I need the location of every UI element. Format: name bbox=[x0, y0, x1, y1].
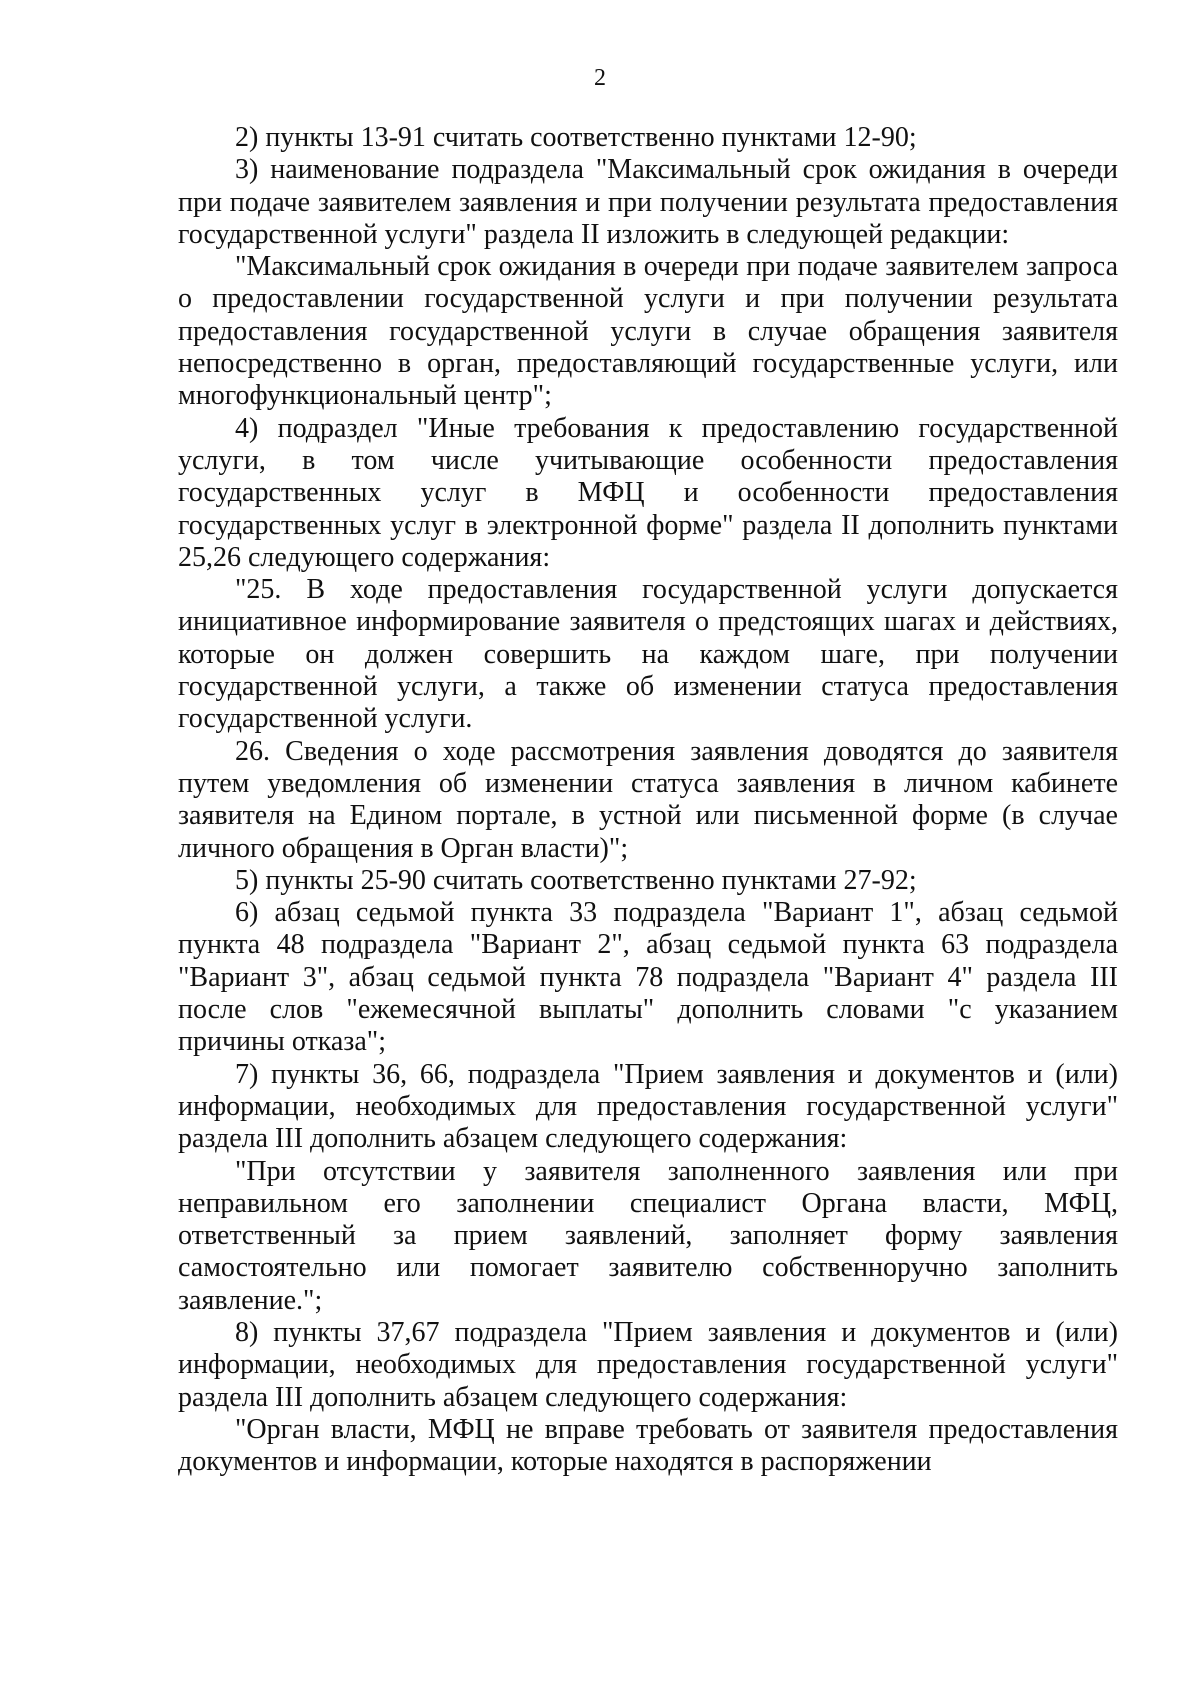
paragraph-item-7: 7) пункты 36, 66, подраздела "Прием заявления и документов и (или) информации, необходимых для предоставления государственной услуги" раздела III дополнить абзацем следующего содержания: bbox=[178, 1058, 1118, 1155]
quoted-paragraph-item-8: "Орган власти, МФЦ не вправе требовать от заявителя предоставления документов и информации, которые находятся в распоряжении bbox=[178, 1413, 1118, 1478]
page-number: 2 bbox=[594, 65, 606, 91]
paragraph-item-3: 3) наименование подраздела "Максимальный срок ожидания в очереди при подаче заявителем заявления и при получении результата предоставления государственной услуги" раздела II изложить в следующей редакции: bbox=[178, 154, 1118, 250]
paragraph-item-6: 6) абзац седьмой пункта 33 подраздела "Вариант 1", абзац седьмой пункта 48 подраздела "Вариант 2", абзац седьмой пункта 63 подраздела "Вариант 3", абзац седьмой пункта 78 подраздела "Вариант 4" раздела III после слов "ежемесячной выплаты" дополнить словами "с указанием причины отказа"; bbox=[178, 897, 1118, 1058]
quoted-subsection-title: "Максимальный срок ожидания в очереди при подаче заявителем запроса о предоставлении государственной услуги и при получении результата предоставления государственной услуги в случае обращения заявителя непосредственно в орган, предоставляющий государственные услуги, или многофункциональный центр"; bbox=[178, 251, 1118, 412]
quoted-point-26: 26. Сведения о ходе рассмотрения заявления доводятся до заявителя путем уведомления об изменении статуса заявления в личном кабинете заявителя на Едином портале, в устной или письменной форме (в случае личного обращения в Орган власти)"; bbox=[178, 735, 1118, 864]
paragraph-item-8: 8) пункты 37,67 подраздела "Прием заявления и документов и (или) информации, необходимых для предоставления государственной услуги" раздела III дополнить абзацем следующего содержания: bbox=[178, 1316, 1118, 1413]
document-body bbox=[178, 122, 1118, 1478]
paragraph-item-4: 4) подраздел "Иные требования к предоставлению государственной услуги, в том числе учитывающие особенности предоставления государственных услуг в МФЦ и особенности предоставления государственных услуг в электронной форме" раздела II дополнить пунктами 25,26 следующего содержания: bbox=[178, 412, 1118, 573]
paragraph-item-5: 5) пункты 25-90 считать соответственно пунктами 27-92; bbox=[235, 864, 917, 896]
quoted-point-25: "25. В ходе предоставления государственной услуги допускается инициативное информирование заявителя о предстоящих шагах и действиях, которые он должен совершить на каждом шаге, при получении государственной услуги, а также об изменении статуса предоставления государственной услуги. bbox=[178, 574, 1118, 735]
paragraph-item-2: 2) пункты 13-91 считать соответственно пунктами 12-90; bbox=[235, 122, 917, 153]
quoted-paragraph-item-7: "При отсутствии у заявителя заполненного заявления или при неправильном его заполнении специалист Органа власти, МФЦ, ответственный за прием заявлений, заполняет форму заявления самостоятельно или помогает заявителю собственноручно заполнить заявление."; bbox=[178, 1155, 1118, 1316]
